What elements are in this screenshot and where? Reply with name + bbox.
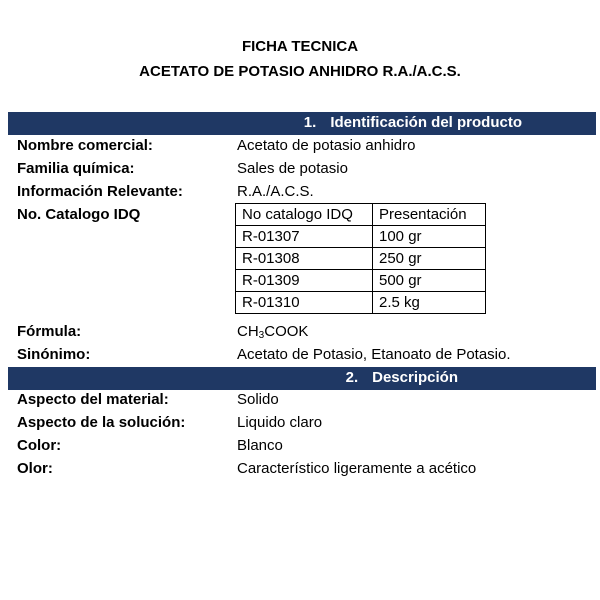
catalog-number-cell: R-01307 (236, 226, 373, 248)
field-label: Información Relevante: (17, 183, 183, 200)
presentation-cell: 250 gr (373, 248, 486, 270)
catalog-number-cell: R-01309 (236, 270, 373, 292)
section-1-header (8, 112, 596, 135)
field-value: Acetato de potasio anhidro (237, 137, 416, 154)
field-label: Nombre comercial: (17, 137, 153, 154)
field-row (0, 414, 600, 436)
field-label: Olor: (17, 460, 53, 477)
field-label: Color: (17, 437, 62, 454)
formula-label: Fórmula: (17, 323, 82, 340)
field-value: R.A./A.C.S. (237, 183, 314, 200)
field-row (0, 391, 600, 413)
field-row (0, 460, 600, 482)
field-value: Liquido claro (237, 414, 323, 431)
formula-value: $CH_3COOK$ (237, 323, 309, 341)
synonym-value: Acetato de Potasio, Etanoato de Potasio. (237, 346, 511, 363)
document-subtitle: ACETATO DE POTASIO ANHIDRO R.A./A.C.S. (139, 63, 461, 80)
section-2-header (8, 367, 596, 390)
field-row (0, 183, 600, 205)
field-row (0, 160, 600, 182)
field-value: Blanco (237, 437, 283, 454)
catalog-number-cell: R-01310 (236, 292, 373, 314)
table-row (236, 248, 486, 270)
presentation-cell: 2.5 kg (373, 292, 486, 314)
field-row (0, 137, 600, 159)
section-2-title: Descripción (372, 369, 458, 386)
section-1-number: 1. (303, 114, 317, 131)
field-value: Sales de potasio (237, 160, 348, 177)
field-row (0, 323, 600, 345)
table-row (236, 292, 486, 314)
catalog-col-header: No catalogo IDQ (236, 204, 373, 226)
table-row (236, 226, 486, 248)
section-1-title: Identificación del producto (330, 114, 522, 131)
field-value: Solido (237, 391, 279, 408)
section-2-number: 2. (345, 369, 359, 386)
field-value: Característico ligeramente a acético (237, 460, 477, 477)
catalog-table (235, 203, 486, 314)
synonym-label: Sinónimo: (17, 346, 91, 363)
table-row (236, 270, 486, 292)
field-row (0, 437, 600, 459)
field-label: Familia química: (17, 160, 135, 177)
catalog-table-header-row (236, 204, 486, 226)
field-label: Aspecto del material: (17, 391, 169, 408)
catalog-number-cell: R-01308 (236, 248, 373, 270)
field-label: No. Catalogo IDQ (17, 206, 141, 223)
catalog-col-header: Presentación (373, 204, 486, 226)
field-row (0, 346, 600, 368)
document-title: FICHA TECNICA (241, 38, 359, 55)
presentation-cell: 100 gr (373, 226, 486, 248)
presentation-cell: 500 gr (373, 270, 486, 292)
field-label: Aspecto de la solución: (17, 414, 186, 431)
